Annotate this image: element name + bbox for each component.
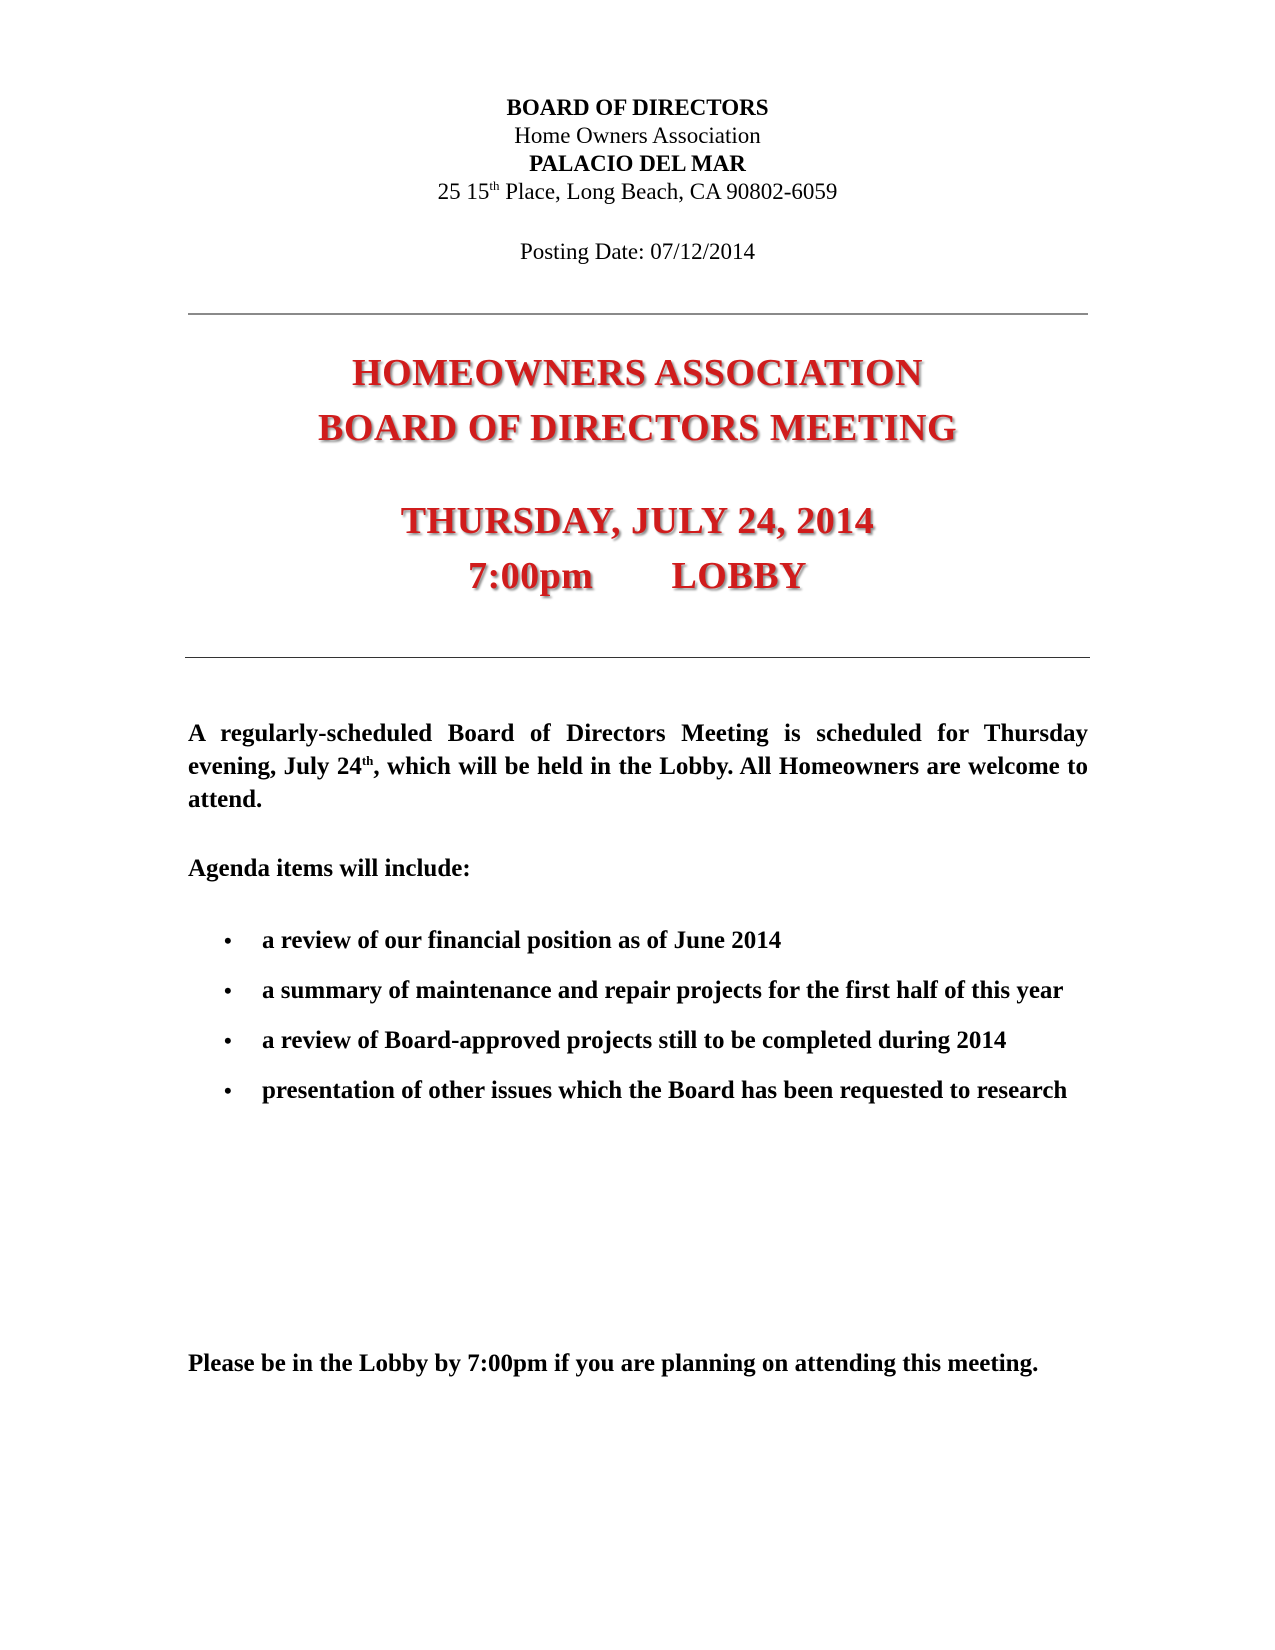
meeting-location: LOBBY [671, 555, 807, 597]
header-association: Home Owners Association [514, 123, 761, 148]
agenda-item-text: a review of Board-approved projects still to be completed during 2014 [262, 1027, 1007, 1054]
agenda-item [188, 1066, 1088, 1116]
agenda-list [188, 916, 1088, 1116]
address-street-number: 25 15 [437, 179, 490, 204]
meeting-time-location [0, 553, 1275, 599]
meeting-date: THURSDAY, JULY 24, 2014 [400, 500, 875, 542]
title-line-1: HOMEOWNERS ASSOCIATION [352, 352, 923, 394]
intro-ordinal-suffix: th [361, 753, 374, 768]
intro-paragraph [188, 717, 1088, 816]
agenda-item-text: a summary of maintenance and repair projects for the first half of this year [262, 977, 1064, 1004]
agenda-item [188, 1016, 1088, 1066]
header-name: PALACIO DEL MAR [529, 151, 746, 176]
bullet-icon: • [224, 1078, 232, 1103]
agenda-item-text: presentation of other issues which the Board has been requested to research [262, 1077, 1068, 1104]
agenda-item-text: a review of our financial position as of June 2014 [262, 927, 782, 954]
bullet-icon: • [224, 1028, 232, 1053]
meeting-time: 7:00pm [468, 555, 594, 597]
header-org: BOARD OF DIRECTORS [506, 95, 769, 120]
bottom-divider [185, 657, 1090, 658]
bullet-icon: • [224, 928, 232, 953]
title-line-2: BOARD OF DIRECTORS MEETING [317, 407, 958, 449]
intro-text-start: A regularly-scheduled Board of Directors Meeting is scheduled for Thursday evening, July 24 [188, 720, 1088, 780]
agenda-heading: Agenda items will include: [188, 855, 471, 882]
posting-date: Posting Date: 07/12/2014 [519, 239, 756, 264]
agenda-item [188, 916, 1088, 966]
agenda-item [188, 966, 1088, 1016]
closing-paragraph: Please be in the Lobby by 7:00pm if you are planning on attending this meeting. [188, 1350, 1039, 1377]
top-divider [188, 313, 1088, 315]
bullet-icon: • [224, 978, 232, 1003]
address-rest: Place, Long Beach, CA 90802-6059 [499, 179, 838, 204]
header-address [0, 178, 1275, 206]
intro-text-end: , which will be held in the Lobby. All Homeowners are welcome to attend. [188, 753, 1088, 813]
address-ordinal-suffix: th [489, 178, 500, 193]
